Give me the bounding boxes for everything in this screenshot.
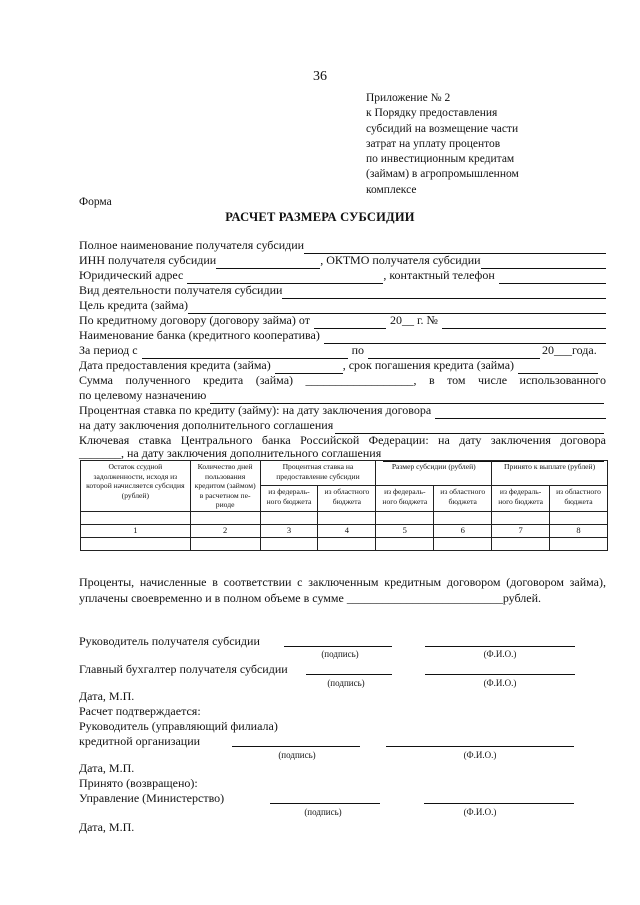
- field-label: _______, на дату заключения дополнительного соглашения: [79, 446, 382, 460]
- field-label: по: [351, 343, 365, 357]
- header-regional: из областного бюджета: [434, 486, 492, 511]
- address-input[interactable]: [187, 272, 383, 284]
- annex-line: затрат на уплату процентов: [366, 137, 501, 150]
- header-federal: из федераль-ного бюджета: [376, 486, 434, 511]
- document-title: РАСЧЕТ РАЗМЕРА СУБСИДИИ: [225, 210, 415, 224]
- annex-line: к Порядку предоставления: [366, 107, 498, 120]
- header-days: Количество дней пользования кредитом (займом) в расчетном пе-риоде: [190, 461, 260, 512]
- field-rate-additional: [79, 418, 606, 434]
- table-cell[interactable]: [190, 537, 260, 550]
- table-cell[interactable]: [318, 511, 376, 524]
- field-amount: [79, 373, 606, 389]
- annex-line: (займам) в агропромышленном: [366, 168, 519, 181]
- oktmo-input[interactable]: [481, 257, 606, 269]
- field-label: , срок погашения кредита (займа): [342, 358, 515, 372]
- sign-caption: (подпись): [327, 678, 365, 688]
- form-label: Форма: [79, 196, 112, 208]
- ministry-fio-line[interactable]: [424, 803, 574, 804]
- header-balance: Остаток ссудной задолженности, исходя из которой начисляется субсидия (рублей): [81, 461, 191, 512]
- table-cell[interactable]: [81, 511, 191, 524]
- field-label: Полное наименование получателя субсидии: [79, 238, 305, 252]
- column-number: 7: [492, 524, 550, 537]
- date-mp: Дата, М.П.: [79, 820, 135, 834]
- ministry-label: Управление (Министерство): [79, 791, 225, 805]
- annex-line: субсидий на возмещение части: [366, 122, 519, 135]
- table-cell[interactable]: [434, 537, 492, 550]
- inn-input[interactable]: [216, 257, 320, 269]
- column-number: 8: [550, 524, 608, 537]
- column-number: 5: [376, 524, 434, 537]
- header-federal: из федераль-ного бюджета: [260, 486, 318, 511]
- field-label: по целевому назначению: [79, 388, 207, 402]
- field-label: ИНН получателя субсидии: [79, 253, 217, 267]
- column-number: 1: [81, 524, 191, 537]
- field-contract: [79, 313, 606, 329]
- activity-input[interactable]: [282, 287, 606, 299]
- annex-line: Приложение № 2: [366, 92, 451, 104]
- field-rate: [79, 403, 606, 419]
- field-label: Юридический адрес: [79, 268, 184, 282]
- field-label: Дата предоставления кредита (займа): [79, 358, 271, 372]
- accepted-label: Принято (возвращено):: [79, 776, 198, 790]
- rate-additional-input[interactable]: [335, 422, 604, 434]
- field-label: Сумма полученного кредита (займа) __________________, в том числе использованного: [79, 373, 606, 387]
- table-cell[interactable]: [550, 537, 608, 550]
- table-cell[interactable]: [260, 511, 318, 524]
- period-from-input[interactable]: [142, 347, 348, 359]
- column-number: 4: [318, 524, 376, 537]
- header-accepted-group: Принято к выплате (рублей): [492, 461, 608, 486]
- field-address-phone: [79, 268, 606, 284]
- annex-line: комплексе: [366, 183, 417, 196]
- header-regional: из областного бюджета: [318, 486, 376, 511]
- sign-caption: (подпись): [278, 750, 316, 760]
- field-label: Процентная ставка по кредиту (займу): на дату заключения договора: [79, 403, 432, 417]
- table-cell[interactable]: [260, 537, 318, 550]
- head-signature-line[interactable]: [284, 646, 392, 647]
- field-label: За период с: [79, 343, 138, 357]
- accountant-fio-line[interactable]: [425, 674, 575, 675]
- field-recipient-name: [79, 238, 606, 254]
- purpose-input[interactable]: [188, 302, 606, 314]
- bank-head-label: Руководитель (управляющий филиала): [79, 719, 278, 733]
- field-label: , контактный телефон: [383, 268, 495, 282]
- page-number: 36: [313, 69, 327, 84]
- calculation-table: [80, 460, 608, 551]
- period-to-input[interactable]: [368, 347, 540, 359]
- field-label: Цель кредита (займа): [79, 298, 189, 312]
- confirmed-label: Расчет подтверждается:: [79, 704, 201, 718]
- column-number: 2: [190, 524, 260, 537]
- accountant-label: Главный бухгалтер получателя субсидии: [79, 662, 288, 676]
- bank-head-label-2: кредитной организации: [79, 734, 201, 748]
- table-cell[interactable]: [434, 511, 492, 524]
- recipient-name-input[interactable]: [304, 242, 606, 254]
- field-label: на дату заключения дополнительного соглашения: [79, 418, 334, 432]
- field-activity: [79, 283, 606, 299]
- paid-statement: Проценты, начисленные в соответствии с заключенным кредитным договором (договором займа), уплачены своевременно и в полном объеме в сумме __________________________рублей.: [79, 575, 606, 605]
- annex-line: по инвестиционным кредитам: [366, 153, 515, 166]
- fio-caption: (Ф.И.О.): [463, 750, 497, 760]
- field-label: 20__ г. №: [389, 313, 438, 327]
- field-label: Наименование банка (кредитного кооператива): [79, 328, 320, 342]
- header-subsidy-group: Размер субсидии (рублей): [376, 461, 492, 486]
- header-rate-group: Процентная ставка на предоставление субсидии: [260, 461, 376, 486]
- head-fio-line[interactable]: [425, 646, 575, 647]
- fio-caption: (Ф.И.О.): [483, 678, 517, 688]
- field-label: По кредитному договору (договору займа) от: [79, 313, 310, 327]
- column-number: 3: [260, 524, 318, 537]
- field-dates: [79, 358, 606, 374]
- table-cell[interactable]: [318, 537, 376, 550]
- field-period: [79, 343, 606, 359]
- field-label: 20___года.: [542, 343, 597, 357]
- table-cell[interactable]: [81, 537, 191, 550]
- table-cell[interactable]: [550, 511, 608, 524]
- header-regional: из областного бюджета: [550, 486, 608, 511]
- rate-contract-input[interactable]: [435, 407, 606, 419]
- table-cell[interactable]: [376, 537, 434, 550]
- field-label: , ОКТМО получателя субсидии: [320, 253, 481, 267]
- accountant-signature-line[interactable]: [306, 674, 392, 675]
- bank-signature-line[interactable]: [232, 746, 360, 747]
- date-mp: Дата, М.П.: [79, 761, 135, 775]
- date-repay-input[interactable]: [518, 362, 598, 374]
- annex-header: [366, 91, 606, 198]
- bank-input[interactable]: [324, 332, 606, 344]
- field-purpose: [79, 298, 606, 314]
- head-label: Руководитель получателя субсидии: [79, 634, 260, 648]
- field-bank: [79, 328, 606, 344]
- date-granted-input[interactable]: [275, 362, 343, 374]
- fio-caption: (Ф.И.О.): [483, 649, 517, 659]
- field-amount-target: [79, 388, 606, 404]
- bank-fio-line[interactable]: [386, 746, 574, 747]
- field-label: Ключевая ставка Центрального банка Российской Федерации: на дату заключения договора: [79, 433, 606, 447]
- table-cell[interactable]: [376, 511, 434, 524]
- field-inn-oktmo: [79, 253, 606, 269]
- column-number: 6: [434, 524, 492, 537]
- table-cell[interactable]: [492, 537, 550, 550]
- contract-date-input[interactable]: [314, 317, 386, 329]
- contract-number-input[interactable]: [442, 317, 606, 329]
- field-label: Вид деятельности получателя субсидии: [79, 283, 283, 297]
- table-cell[interactable]: [492, 511, 550, 524]
- amount-target-input[interactable]: [210, 392, 604, 404]
- sign-caption: (подпись): [304, 807, 342, 817]
- fio-caption: (Ф.И.О.): [463, 807, 497, 817]
- ministry-signature-line[interactable]: [270, 803, 380, 804]
- header-federal: из федераль-ного бюджета: [492, 486, 550, 511]
- date-mp: Дата, М.П.: [79, 689, 135, 703]
- sign-caption: (подпись): [321, 649, 359, 659]
- phone-input[interactable]: [499, 272, 606, 284]
- table-cell[interactable]: [190, 511, 260, 524]
